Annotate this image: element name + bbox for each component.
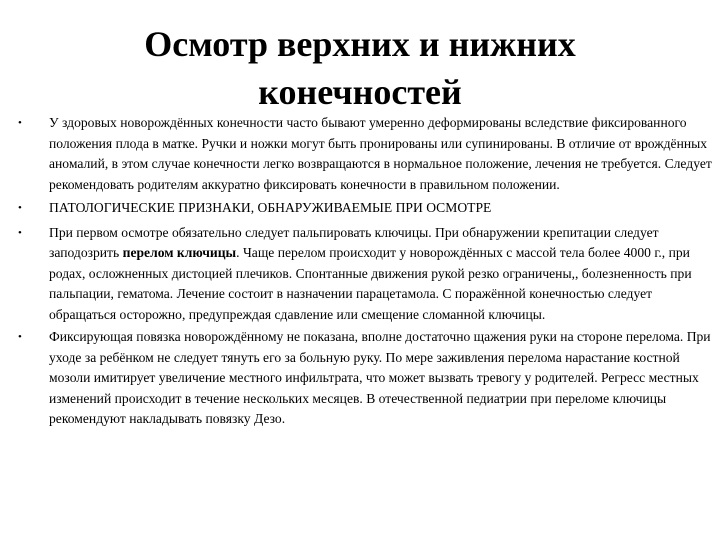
paragraph-treatment: Фиксирующая повязка новорождённому не показана, вполне достаточно щажения руки на стороне перелома. При уходе за ребёнком не следует тянуть его за больную руку. По мере заживления перелома нарастание костной мозоли имитирует увеличение местного инфильтрата, что может вызвать тревогу у родителей. Регресс местных изменений происходит в течение нескольких месяцев. В отечественной педиатрии при переломе ключицы рекомендуют накладывать повязку Дезо.	[49, 329, 711, 426]
text-run: . Чаще перелом происходит у новорождённых с массой тела более 4000 г., при родах, осложненных дистоцией плечиков. Спонтанные движения рукой резко ограничены,, болезненность при пальпации, гематома. Лечение состоит в назначении парацетамола. С поражённой конечностью следует обращаться осторожно, предупреждая сдавление или смещение сломанной ключицы.	[49, 245, 692, 322]
bullet-icon: •	[18, 202, 22, 214]
list-item	[18, 327, 716, 430]
slide-title	[60, 20, 660, 116]
paragraph-normal-positioning: У здоровых новорождённых конечности часто бывают умеренно деформированы вследствие фиксированного положения плода в матке. Ручки и ножки могут быть пронированы или супинированы. В отличие от врождённых аномалий, в этом случае конечности легко возвращаются в нормальное положение, лечения не требуется. Следует рекомендовать родителям аккуратно фиксировать конечности в правильном положении.	[49, 115, 712, 192]
list-item	[18, 113, 716, 195]
title-line-2: конечностей	[258, 72, 462, 112]
title-line-1: Осмотр верхних и нижних	[144, 24, 576, 64]
section-heading-pathological-signs: ПАТОЛОГИЧЕСКИЕ ПРИЗНАКИ, ОБНАРУЖИВАЕМЫЕ ПРИ ОСМОТРЕ	[49, 200, 492, 215]
bullet-icon: •	[18, 117, 22, 129]
paragraph-clavicle-fracture	[49, 225, 692, 322]
bold-term-clavicle-fracture: перелом ключицы	[122, 245, 237, 260]
list-item	[18, 198, 716, 219]
bullet-icon: •	[18, 226, 22, 239]
bullet-icon: •	[18, 331, 22, 343]
bullet-list	[18, 113, 716, 430]
list-item	[18, 223, 716, 326]
text-run: При первом осмотре обязательно следует пальпировать ключицы. При обнаружении крепитации следует заподозрить	[49, 224, 659, 260]
